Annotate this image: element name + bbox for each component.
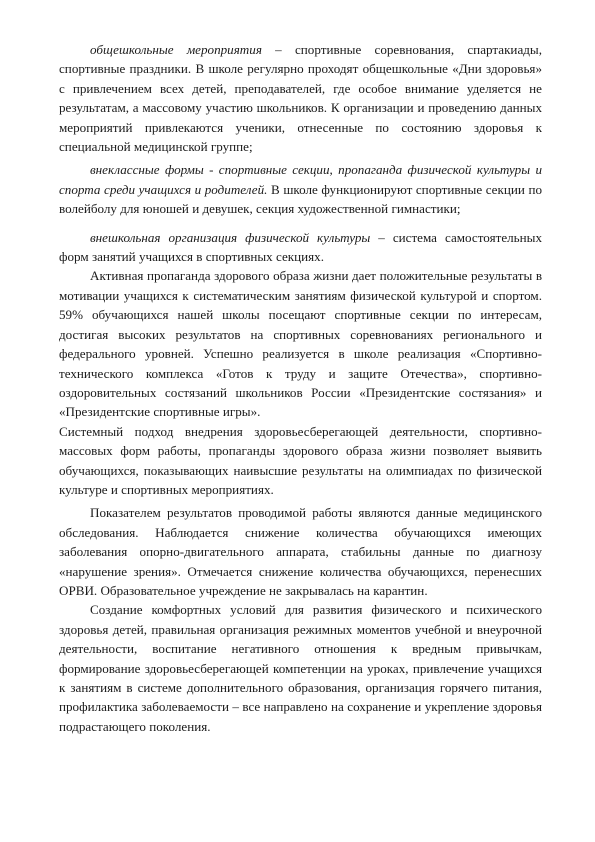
term-out-of-school: внешкольная организация физической культуры (90, 229, 371, 245)
paragraph-extracurricular (59, 160, 542, 218)
paragraph-school-events (59, 40, 542, 156)
paragraph-out-of-school (59, 228, 542, 267)
paragraph-propaganda: Активная пропаганда здорового образа жизни дает положительные результаты в мотивации учащихся к систематическим занятиям физической культурой и спортом. 59% обучающихся нашей школы посещают спортивные секции по интересам, достигая высоких результатов на спортивных соревнованиях регионального и федерального уровней. Успешно реализуется в школе реализация «Спортивно-технического комплекса «Готов к труду и защите Отечества», спортивно-оздоровительных состязаний школьников России «Президентские состязания» и «Президентские спортивные игры». (59, 268, 542, 420)
paragraph-text: – спортивные соревнования, спартакиады, спортивные праздники. В школе регулярно проходят общешкольные «Дни здоровья» с привлечением всех детей, преподавателей, где особое внимание уделяется не результатам, а массовому участию школьников. К организации и проведению данных мероприятий привлекаются ученики, отнесенные по состоянию здоровья к специальной медицинской группе; (59, 42, 542, 155)
paragraph-text: В школе функционируют спортивные секции по волейболу для юношей и девушек, секция художественной гимнастики; (59, 181, 543, 217)
paragraph-text: – система самостоятельных форм занятий учащихся в спортивных секциях. (59, 229, 542, 265)
term-school-events: общешкольные мероприятия (90, 42, 262, 57)
paragraph-system-approach: Системный подход внедрения здоровьесберегающей деятельности, спортивно-массовых форм работы, пропаганды здорового образа жизни позволяет выявить обучающихся, показывающих наивысшие результаты на олимпиадах по физической культуре и спортивных мероприятиях. (59, 423, 542, 497)
paragraph-comfort-conditions: Создание комфортных условий для развития физического и психического здоровья детей, правильная организация режимных моментов учебной и внеурочной деятельности, воспитание негативного отношения к вредным привычкам, формирование здоровьесберегающей компетенции на уроках, привлечение учащихся к занятиям в системе дополнительного образования, организация горячего питания, профилактика заболеваемости – все направлено на сохранение и укрепление здоровья подрастающего поколения. (59, 602, 542, 734)
term-extracurricular: внеклассные формы - спортивные секции, пропаганда физической культуры и спорта среди учащихся и родителей. (59, 162, 542, 197)
document-body (59, 40, 542, 736)
paragraph-medical-results: Показателем результатов проводимой работы являются данные медицинского обследования. Наблюдается снижение количества обучающихся имеющих заболевания опорно-двигательного аппарата, стабильны данные по диагнозу «нарушение зрения». Отмечается снижение количества обучающихся, перенесших ОРВИ. Образовательное учреждение не закрывалась на карантин. (59, 505, 542, 598)
